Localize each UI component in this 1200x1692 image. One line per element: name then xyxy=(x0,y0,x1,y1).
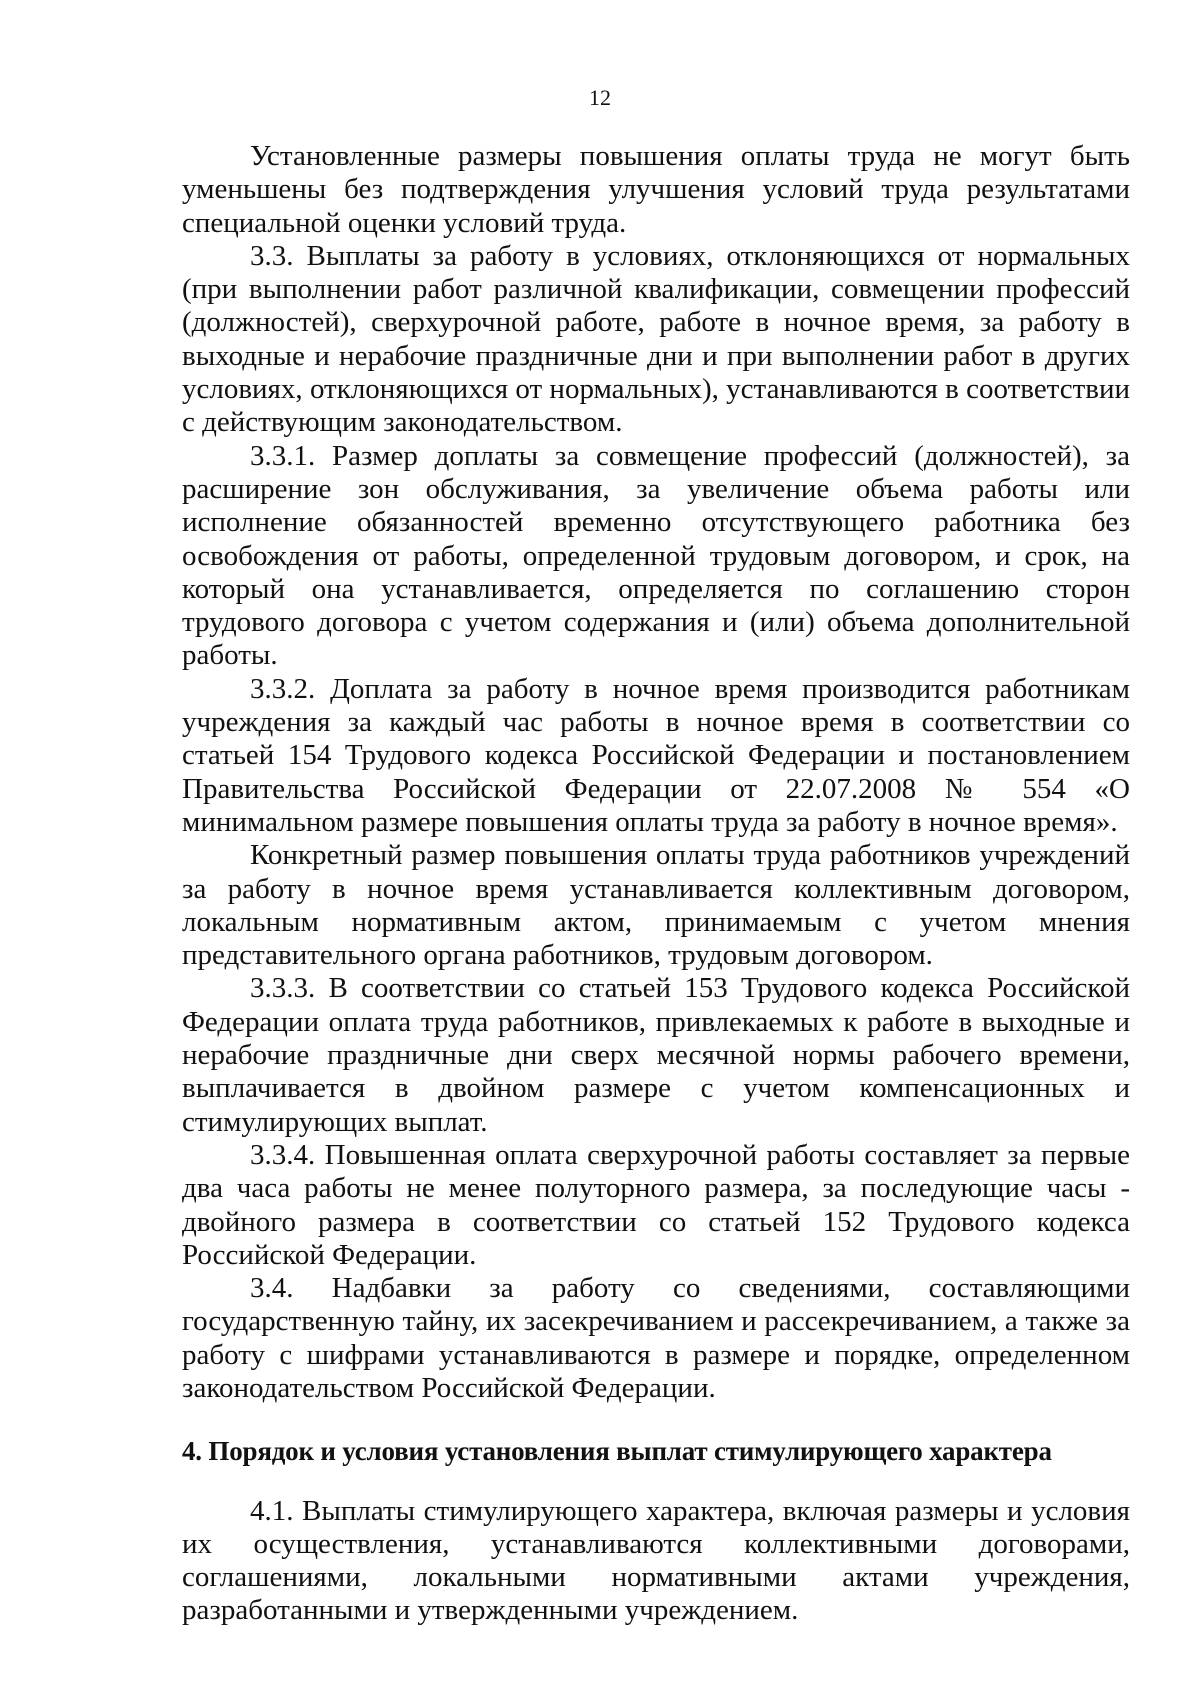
section-heading-4: 4. Порядок и условия установления выплат стимулирующего характера xyxy=(182,1436,1052,1467)
document-body xyxy=(182,140,1130,1628)
paragraph-3-3: 3.3. Выплаты за работу в условиях, отклоняющихся от нормальных (при выполнении работ различной квалификации, совмещении профессий (должностей), сверхурочной работе, работе в ночное время, за работу в выходные и нерабочие праздничные дни и при выполнении работ в других условиях, отклоняющихся от нормальных), устанавливаются в соответствии с действующим законодательством. xyxy=(182,239,1130,439)
paragraph-reduction-note: Установленные размеры повышения оплаты труда не могут быть уменьшены без подтверждения улучшения условий труда результатами специальной оценки условий труда. xyxy=(182,140,1130,239)
paragraph-night-work-amount: Конкретный размер повышения оплаты труда работников учреждений за работу в ночное время устанавливается коллективным договором, локальным нормативным актом, принимаемым с учетом мнения представительного органа работников, трудовым договором. xyxy=(182,839,1130,972)
paragraph-3-3-4: 3.3.4. Повышенная оплата сверхурочной работы составляет за первые два часа работы не менее полуторного размера, за последующие часы - двойного размера в соответствии со статьей 152 Трудового кодекса Российской Федерации. xyxy=(182,1138,1130,1271)
paragraph-4-1: 4.1. Выплаты стимулирующего характера, включая размеры и условия их осуществления, устанавливаются коллективными договорами, соглашениями, локальными нормативными актами учреждения, разработанными и утвержденными учреждением. xyxy=(182,1494,1130,1627)
page-number: 12 xyxy=(589,85,611,110)
paragraph-3-3-3: 3.3.3. В соответствии со статьей 153 Трудового кодекса Российской Федерации оплата труда работников, привлекаемых к работе в выходные и нерабочие праздничные дни сверх месячной нормы рабочего времени, выплачивается в двойном размере с учетом компенсационных и стимулирующих выплат. xyxy=(182,972,1130,1138)
paragraph-3-4: 3.4. Надбавки за работу со сведениями, составляющими государственную тайну, их засекречиванием и рассекречиванием, а также за работу с шифрами устанавливаются в размере и порядке, определенном законодательством Российской Федерации. xyxy=(182,1272,1130,1404)
paragraph-3-3-1: 3.3.1. Размер доплаты за совмещение профессий (должностей), за расширение зон обслуживания, за увеличение объема работы или исполнение обязанностей временно отсутствующего работника без освобождения от работы, определенной трудовым договором, и срок, на который она устанавливается, определяется по соглашению сторон трудового договора с учетом содержания и (или) объема дополнительной работы. xyxy=(182,439,1130,672)
paragraph-3-3-2: 3.3.2. Доплата за работу в ночное время производится работникам учреждения за каждый час работы в ночное время в соответствии со статьей 154 Трудового кодекса Российской Федерации и постановлением Правительства Российской Федерации от 22.07.2008 № 554 «О минимальном размере повышения оплаты труда за работу в ночное время». xyxy=(182,672,1130,838)
